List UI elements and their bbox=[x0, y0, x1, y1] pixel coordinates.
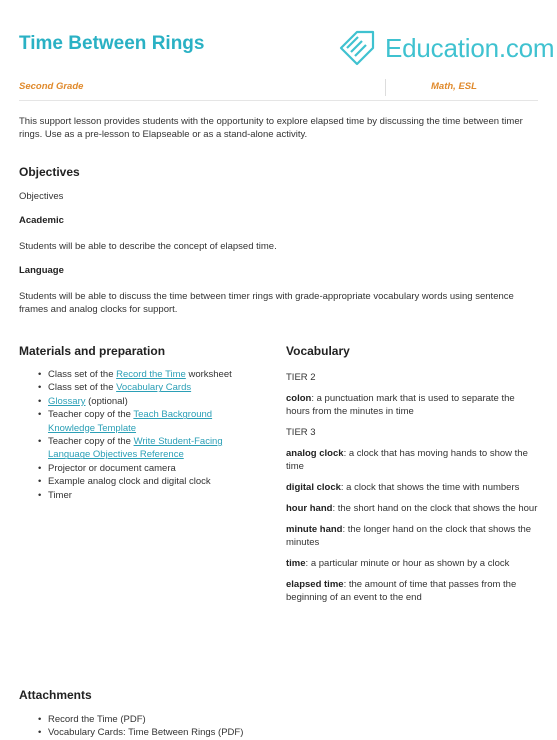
attachments-list bbox=[36, 713, 296, 740]
vocab-term: colon bbox=[286, 393, 312, 404]
glossary-link[interactable]: Glossary bbox=[48, 395, 86, 407]
vocab-entry: analog clock: a clock that has moving hands to show the time bbox=[286, 448, 528, 472]
education-logo[interactable] bbox=[337, 26, 555, 70]
lesson-intro: This support lesson provides students with the opportunity to explore elapsed time by discussing the time between timer rings. Use as a pre-lesson to Elapseable or as a stand-alone activity. bbox=[19, 116, 523, 140]
attachment-item[interactable]: • Vocabulary Cards: Time Between Rings (PDF) bbox=[36, 726, 296, 739]
materials-item: • Class set of the Vocabulary Cards bbox=[36, 381, 266, 394]
materials-item: • Example analog clock and digital clock bbox=[36, 475, 266, 488]
record-the-time-link[interactable]: Record the Time bbox=[116, 369, 186, 380]
language-text: Students will be able to discuss the time between timer rings with grade-appropriate vocabulary words using sentence frames and analog clocks for support. bbox=[19, 291, 514, 315]
vocab-entry: colon: a punctuation mark that is used to separate the hours from the minutes in time bbox=[286, 393, 515, 417]
language-objectives-link[interactable]: Write Student-Facing Language Objectives Reference bbox=[48, 436, 223, 461]
vocab-term: digital clock bbox=[286, 482, 341, 493]
education-logo-icon bbox=[337, 26, 381, 70]
materials-item: • Projector or document camera bbox=[36, 462, 266, 475]
subject-label: Math, ESL bbox=[431, 81, 477, 92]
materials-item: • Glossary (optional) bbox=[36, 395, 266, 408]
language-heading: Language bbox=[19, 265, 64, 276]
tier3-label: TIER 3 bbox=[286, 427, 316, 438]
lesson-meta-bar bbox=[19, 79, 538, 96]
objectives-text: Objectives bbox=[19, 191, 64, 202]
vocabulary-heading: Vocabulary bbox=[286, 344, 350, 358]
attachment-item[interactable]: • Record the Time (PDF) bbox=[36, 713, 296, 726]
vocab-term: time bbox=[286, 558, 306, 569]
materials-heading: Materials and preparation bbox=[19, 344, 166, 358]
academic-text: Students will be able to describe the concept of elapsed time. bbox=[19, 241, 277, 252]
header-divider bbox=[19, 100, 538, 101]
materials-item: • Teacher copy of the Teach Background Knowledge Template bbox=[36, 408, 248, 435]
vocab-term: minute hand bbox=[286, 524, 343, 535]
vocab-term: hour hand bbox=[286, 503, 333, 514]
academic-heading: Academic bbox=[19, 215, 64, 226]
vocabulary-cards-link[interactable]: Vocabulary Cards bbox=[116, 382, 192, 394]
vocab-entry: elapsed time: the amount of time that passes from the beginning of an event to the end bbox=[286, 579, 517, 603]
vocab-term: analog clock bbox=[286, 448, 344, 459]
vocab-entry: minute hand: the longer hand on the clock that shows the minutes bbox=[286, 524, 532, 548]
logo-text: Education.com bbox=[385, 33, 555, 63]
vocab-entry: digital clock: a clock that shows the time with numbers bbox=[286, 482, 520, 493]
materials-item: • Timer bbox=[36, 489, 266, 502]
background-knowledge-link[interactable]: Teach Background Knowledge Template bbox=[48, 409, 213, 434]
meta-divider bbox=[385, 79, 386, 96]
attachments-heading: Attachments bbox=[19, 688, 92, 702]
objectives-heading: Objectives bbox=[19, 165, 80, 179]
grade-label: Second Grade bbox=[19, 81, 84, 92]
vocab-entry: hour hand: the short hand on the clock that shows the hour bbox=[286, 503, 538, 514]
materials-item: • Class set of the Record the Time worksheet bbox=[36, 368, 266, 381]
tier2-label: TIER 2 bbox=[286, 372, 316, 383]
page-title: Time Between Rings bbox=[19, 33, 205, 54]
vocab-entry: time: a particular minute or hour as shown by a clock bbox=[286, 558, 510, 569]
vocab-term: elapsed time bbox=[286, 579, 344, 590]
materials-item: • Teacher copy of the Write Student-Facing Language Objectives Reference bbox=[36, 435, 248, 462]
materials-list bbox=[36, 368, 266, 502]
vocabulary-section bbox=[286, 371, 540, 604]
